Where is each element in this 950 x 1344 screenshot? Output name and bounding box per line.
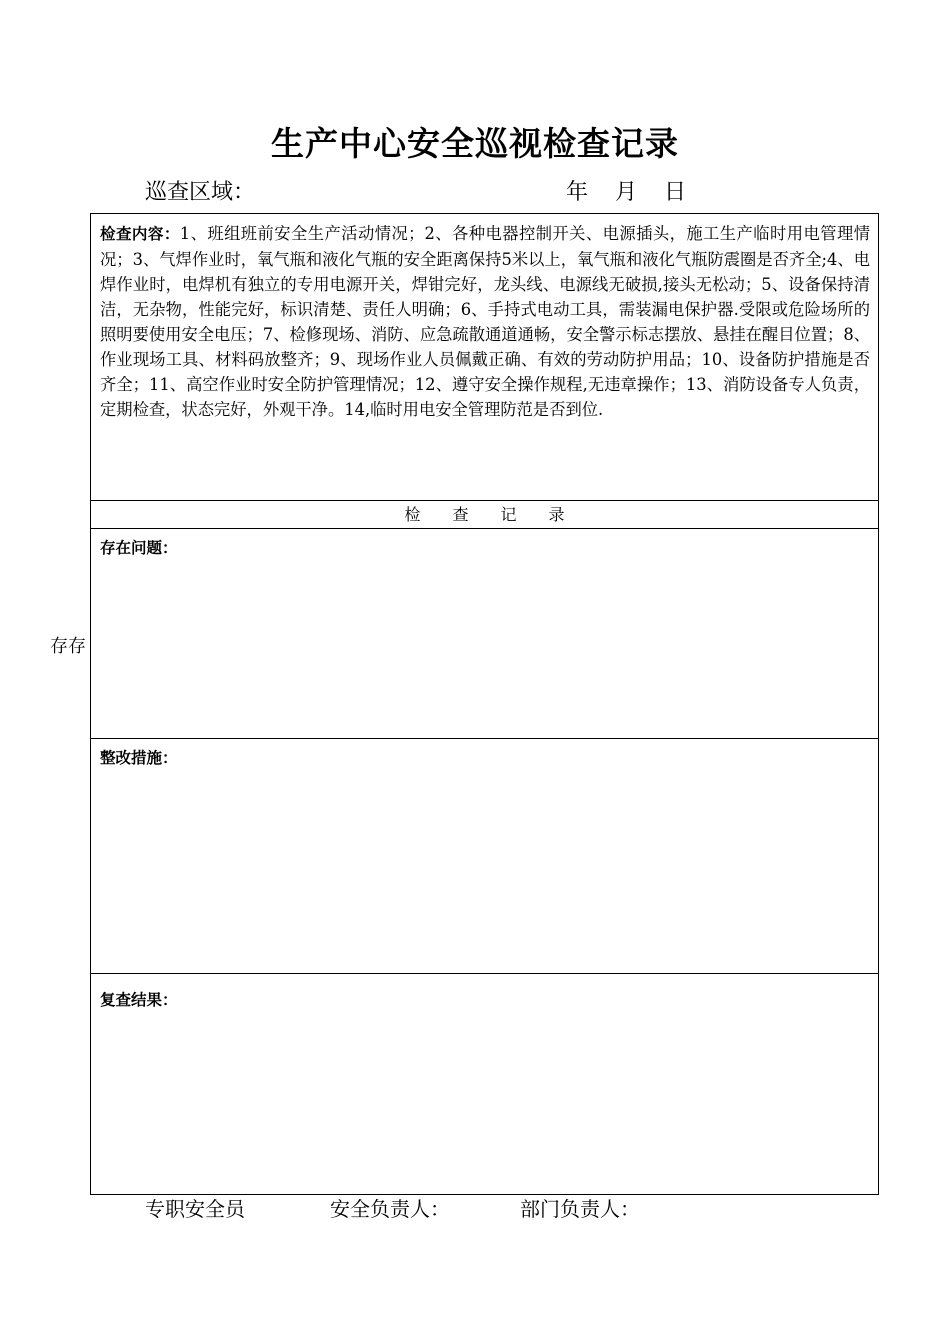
measures-label: 整改措施： <box>100 749 178 767</box>
date-label: 年 月 日 <box>566 180 686 205</box>
inspection-content-text: 1、班组班前安全生产活动情况；2、各种电器控制开关、电源插头，施工生产临时用电管理情况；3、气焊作业时，氧气瓶和液化气瓶的安全距离保持5米以上，氧气瓶和液化气瓶防震圈是否齐全;4、电焊作业时，电焊机有独立的专用电源开关，焊钳完好，龙头线、电源线无破损,接头无松动；5、设备保持清洁，无杂物，性能完好，标识清楚、责任人明确；6、手持式电动工具，需装漏电保护器.受限或危险场所的照明要使用安全电压；7、检修现场、消防、应急疏散通道通畅，安全警示标志摆放、悬挂在醒目位置；8、作业现场工具、材料码放整齐；9、现场作业人员佩戴正确、有效的劳动防护用品；10、设备防护措施是否齐全；11、高空作业时安全防护管理情况；12、遵守安全操作规程,无违章操作；13、消防设备专人负责，定期检查，状态完好，外观干净。14,临时用电安全管理防范是否到位. <box>100 224 870 419</box>
inspection-form-table <box>90 213 879 1195</box>
dept-manager-label: 部门负责人： <box>520 1197 640 1221</box>
safety-manager-label: 安全负责人： <box>330 1197 450 1221</box>
record-header: 检查记录 <box>91 501 878 529</box>
issues-cell[interactable] <box>91 529 878 739</box>
inspection-area-label: 巡查区域： <box>145 180 256 205</box>
inspection-content-cell <box>91 214 878 501</box>
issues-label: 存在问题： <box>100 539 178 557</box>
side-note: 存存 <box>50 636 86 657</box>
review-label: 复查结果： <box>100 991 178 1009</box>
safety-officer-label: 专职安全员 <box>145 1197 245 1221</box>
review-cell[interactable] <box>91 974 878 1194</box>
measures-cell[interactable] <box>91 739 878 974</box>
inspection-content-label: 检查内容： <box>100 225 180 243</box>
page-title: 生产中心安全巡视检查记录 <box>271 124 679 163</box>
